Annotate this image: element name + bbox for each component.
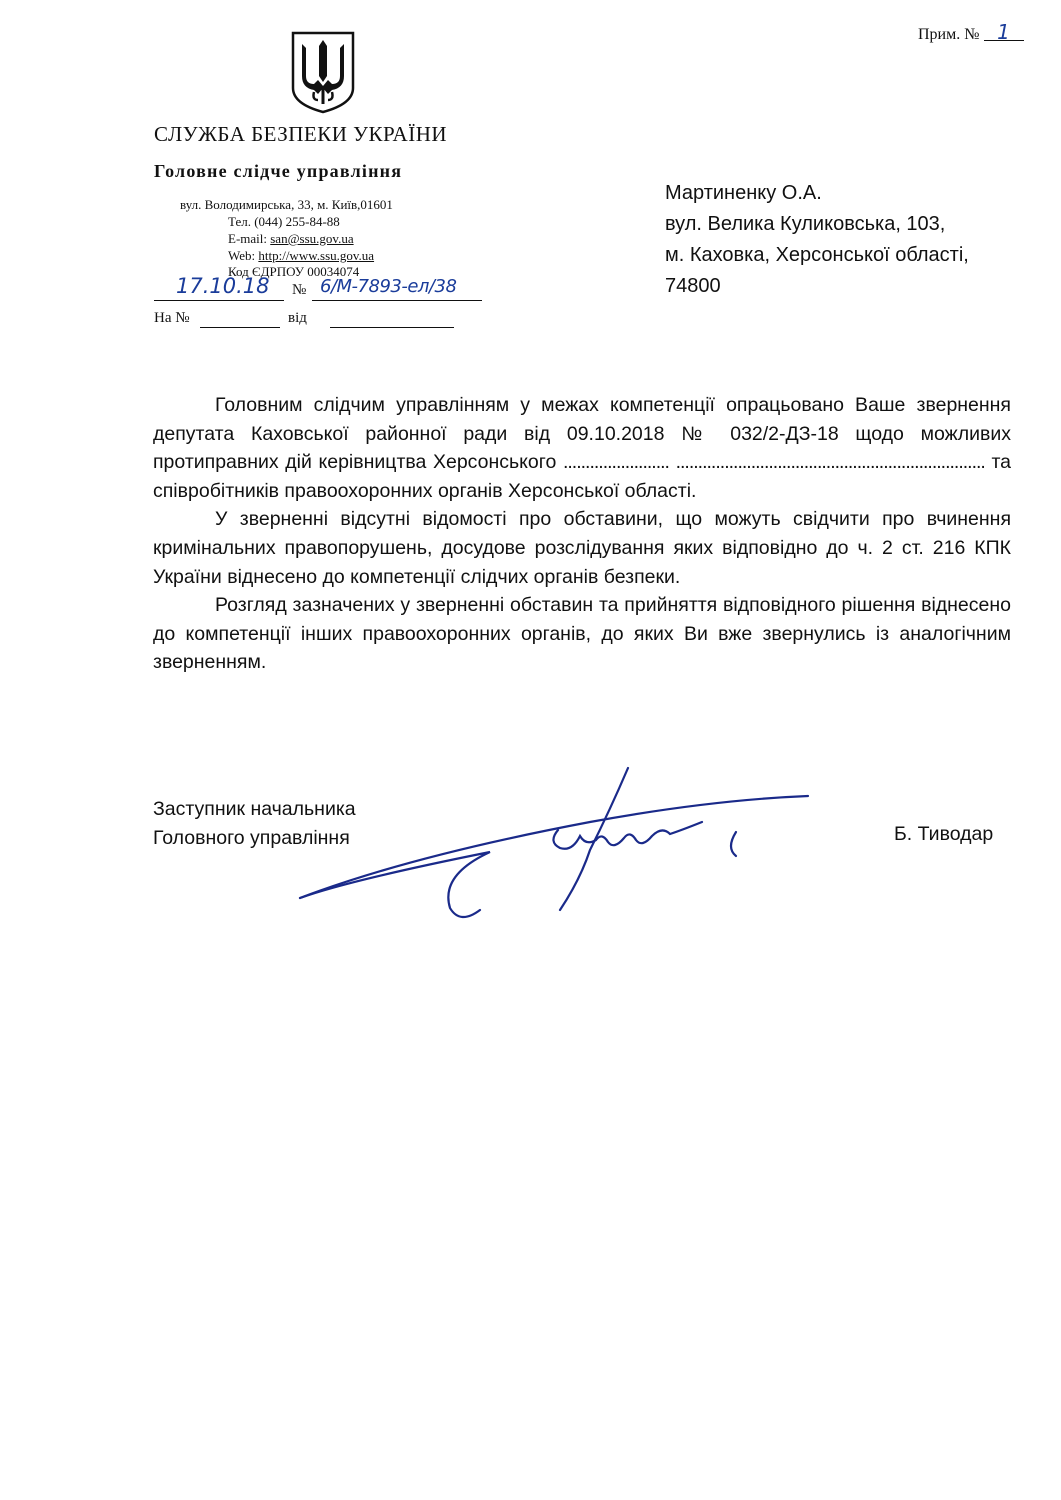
addressee-block [665, 178, 969, 302]
addressee-city: м. Каховка, Херсонської області, [665, 244, 969, 266]
email-label: E-mail: [228, 231, 267, 246]
agency-name: СЛУЖБА БЕЗПЕКИ УКРАЇНИ [154, 122, 448, 146]
letter-body [153, 391, 1011, 677]
paragraph-3: Розгляд зазначених у зверненні обставин та прийняття відповідного рішення віднесено до компетенції інших правоохоронних органів, до яких Ви вже звернулись із аналогічним зверненням. [153, 594, 1011, 674]
registration-line [154, 274, 484, 304]
copy-number-value: 1 [984, 24, 1024, 41]
department-name: Головне слідче управління [154, 161, 403, 181]
paragraph-1-text-b: та співробітників правоохоронних органів Херсонської області. [153, 451, 1012, 502]
handwritten-signature-icon [290, 760, 830, 930]
web-link[interactable]: http://www.ssu.gov.ua [258, 248, 375, 263]
addressee-street: вул. Велика Куликовська, 103, [665, 213, 946, 235]
edrpou-line: Код ЄДРПОУ 00034074 [228, 264, 360, 279]
paragraph-1 [153, 391, 1011, 505]
email-link[interactable]: san@ssu.gov.ua [270, 231, 354, 246]
signatory-name: Б. Тиводар [894, 823, 994, 845]
copy-number-mark [918, 20, 1024, 44]
registration-number: 6/М-7893-ел/38 [320, 276, 457, 297]
web-label: Web: [228, 248, 256, 263]
addressee-zip: 74800 [665, 275, 721, 297]
address-line: вул. Володимирська, 33, м. Київ,01601 [180, 197, 393, 212]
number-underline [312, 300, 482, 301]
date-underline [154, 300, 284, 301]
email-line [228, 230, 354, 248]
copy-number-label: Прим. № [918, 26, 980, 43]
registration-number-sign: № [292, 282, 307, 298]
reply-date-blank [330, 327, 454, 328]
trident-emblem-icon [290, 30, 356, 114]
reply-reference-line [154, 310, 454, 332]
paragraph-1-text-a: Головним слідчим управлінням у межах компетенції опрацьовано Ваше звернення депутата Каховської районної ради від 09.10.2018 № 032/2-ДЗ-18 щодо можливих протиправних дій керівництва Херсонського [153, 394, 1011, 474]
phone-line: Тел. (044) 255-84-88 [228, 214, 340, 229]
addressee-name: Мартиненку О.А. [665, 182, 822, 204]
reply-number-blank [200, 327, 280, 328]
signatory-title-line-2: Головного управління [153, 827, 350, 849]
registration-date: 17.10.18 [176, 274, 270, 298]
paragraph-2: У зверненні відсутні відомості про обставини, що можуть свідчити про вчинення кримінальних правопорушень, досудове розслідування яких відповідно до ч. 2 ст. 216 КПК України віднесено до компетенції слідчих органів безпеки. [153, 508, 1011, 588]
signatory-title-line-1: Заступник начальника [153, 798, 356, 820]
reply-to-label: На № [154, 310, 190, 326]
redaction-dots-1: ........................ [562, 451, 669, 474]
reply-from-label: від [288, 310, 307, 326]
redaction-dots-2: ...................................................................... [675, 451, 985, 474]
